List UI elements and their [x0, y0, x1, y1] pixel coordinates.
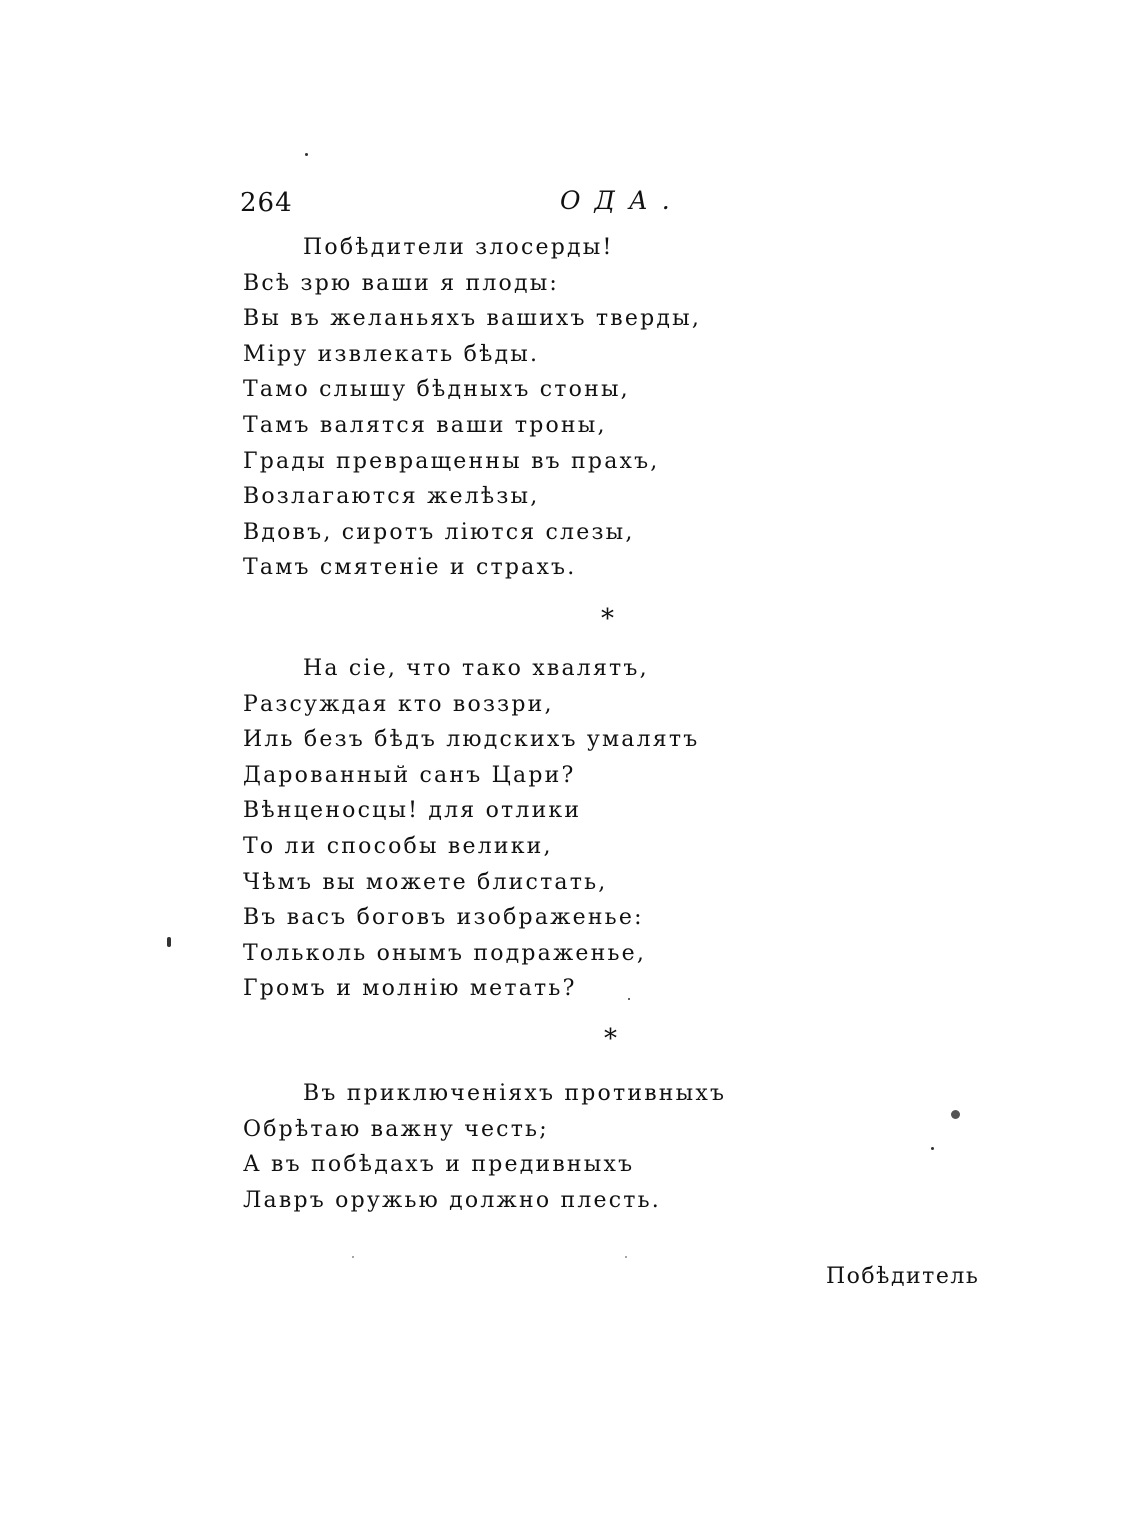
- verse-line: Грады превращенны въ прахъ,: [243, 448, 660, 474]
- verse-line: Тамъ валятся ваши троны,: [243, 412, 607, 438]
- verse-line: Возлагаются желѣзы,: [243, 484, 540, 510]
- ink-speck: [305, 153, 308, 156]
- verse-line: Міру извлекать бѣды.: [243, 341, 540, 367]
- verse-line: А въ побѣдахъ и предивныхъ: [243, 1152, 635, 1178]
- stanza-separator: *: [601, 604, 614, 634]
- verse-line: Вдовъ, сиротъ ліются слезы,: [243, 519, 635, 545]
- verse-line: Всѣ зрю ваши я плоды:: [243, 270, 560, 296]
- verse-line: На сіе, что тако хвалятъ,: [303, 656, 649, 681]
- stanza-3: [243, 1076, 726, 1218]
- verse-line: Обрѣтаю важну честь;: [243, 1116, 549, 1142]
- verse-line: Чѣмъ вы можете блистать,: [243, 869, 608, 895]
- ink-speck: [951, 1110, 960, 1119]
- verse-line: Дарованный санъ Цари?: [243, 762, 576, 788]
- verse-line: Разсуждая кто воззри,: [243, 691, 554, 717]
- verse-line: То ли способы велики,: [243, 833, 553, 859]
- verse-line: Побѣдители злосерды!: [303, 235, 614, 260]
- verse-line: Тамо слышу бѣдныхъ стоны,: [243, 377, 630, 403]
- verse-line: Вѣнценосцы! для отлики: [243, 798, 582, 824]
- page-number: 264: [240, 188, 293, 218]
- verse-line: Въ васъ боговъ изображенье:: [243, 905, 644, 931]
- catchword: Побѣдитель: [826, 1264, 980, 1289]
- verse-line: Громъ и молнію метать?: [243, 976, 577, 1002]
- stanza-1: [243, 230, 701, 586]
- verse-line: Вы въ желаньяхъ вашихъ тверды,: [243, 306, 702, 332]
- verse-line: Лавръ оружью должно плесть.: [243, 1187, 661, 1213]
- verse-line: Тамъ смятеніе и страхъ.: [243, 555, 577, 581]
- ink-speck: [167, 937, 171, 947]
- verse-line: Въ приключеніяхъ противныхъ: [303, 1081, 727, 1106]
- ink-speck: [625, 1256, 627, 1258]
- stanza-separator: *: [604, 1024, 617, 1054]
- verse-line: Тольколь онымъ подраженье,: [243, 940, 647, 966]
- ink-speck: [931, 1147, 934, 1150]
- verse-line: Иль безъ бѣдъ людскихъ умалятъ: [243, 727, 700, 753]
- stanza-2: [243, 651, 699, 1007]
- ink-speck: [628, 998, 630, 1000]
- ink-speck: [352, 1256, 354, 1258]
- running-head: ОДА.: [560, 186, 684, 215]
